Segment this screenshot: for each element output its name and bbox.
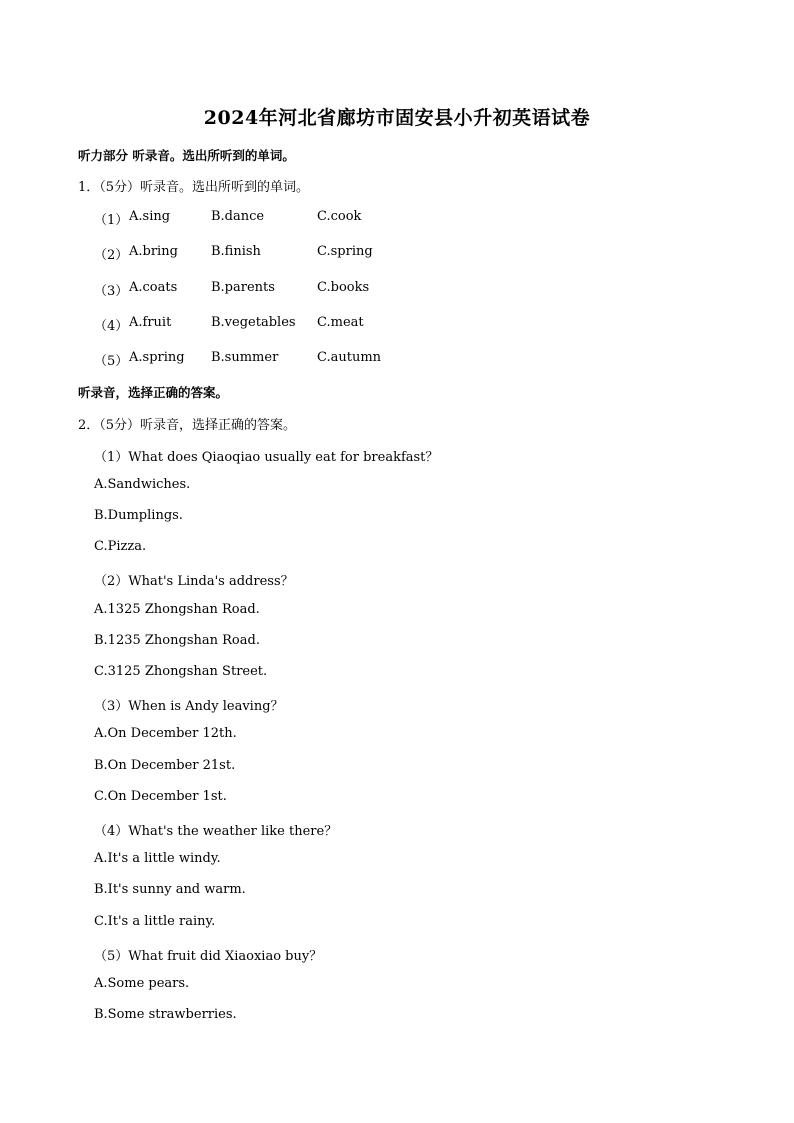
row-number: （4） [94,319,129,334]
option-a: A.spring [129,350,185,365]
option-c: C.meat [317,315,364,330]
option-b: B.summer [211,350,279,365]
option-c: C.autumn [317,350,382,365]
choice-option: A.1325 Zhongshan Road. [94,602,260,617]
option-b: B.dance [211,209,265,224]
choice-option: B.Some strawberries. [94,1007,237,1022]
row-number: （2） [94,248,129,263]
choice-option: B.On December 21st. [94,758,236,773]
choice-option: C.On December 1st. [94,789,227,804]
sub-question-2: （2）What's Linda's address？ [94,574,294,589]
option-c: C.cook [317,209,362,224]
row-number: （5） [94,354,129,369]
choice-option: C.Pizza. [94,539,147,554]
choice-option: A.Sandwiches. [94,477,191,492]
choice-option: A.On December 12th. [94,726,237,741]
choice-option: C.3125 Zhongshan Street. [94,664,268,679]
row-number: （1） [94,213,129,228]
question-1-row [94,280,494,298]
question-2-stem: 2．（5分）听录音，选择正确的答案。 [78,418,297,433]
choice-option: B.1235 Zhongshan Road. [94,633,260,648]
choice-option: B.Dumplings. [94,508,183,523]
option-a: A.fruit [129,315,172,330]
choice-option: A.It's a little windy. [94,851,221,866]
sub-question-5: （5）What fruit did Xiaoxiao buy？ [94,949,323,964]
row-number: （3） [94,284,129,299]
question-1-row [94,315,494,333]
option-b: B.vegetables [211,315,296,330]
sub-question-4: （4）What's the weather like there？ [94,824,338,839]
choice-option: A.Some pears. [94,976,190,991]
option-a: A.coats [129,280,178,295]
question-1-row [94,209,494,227]
sub-question-3: （3）When is Andy leaving？ [94,699,284,714]
option-b: B.finish [211,244,261,259]
option-a: A.bring [129,244,178,259]
option-a: A.sing [129,209,171,224]
section-heading-choose: 听录音，选择正确的答案。 [78,385,229,400]
option-b: B.parents [211,280,275,295]
question-1-stem: 1．（5分）听录音。选出所听到的单词。 [78,180,310,195]
question-1-row [94,244,494,262]
choice-option: B.It's sunny and warm. [94,882,246,897]
sub-question-1: （1）What does Qiaoqiao usually eat for breakfast？ [94,450,439,465]
question-1-row [94,350,494,368]
section-heading-listening: 听力部分 听录音。选出所听到的单词。 [78,148,295,163]
page-title: 2024年河北省廊坊市固安县小升初英语试卷 [203,107,591,129]
option-c: C.books [317,280,370,295]
option-c: C.spring [317,244,373,259]
choice-option: C.It's a little rainy. [94,914,216,929]
